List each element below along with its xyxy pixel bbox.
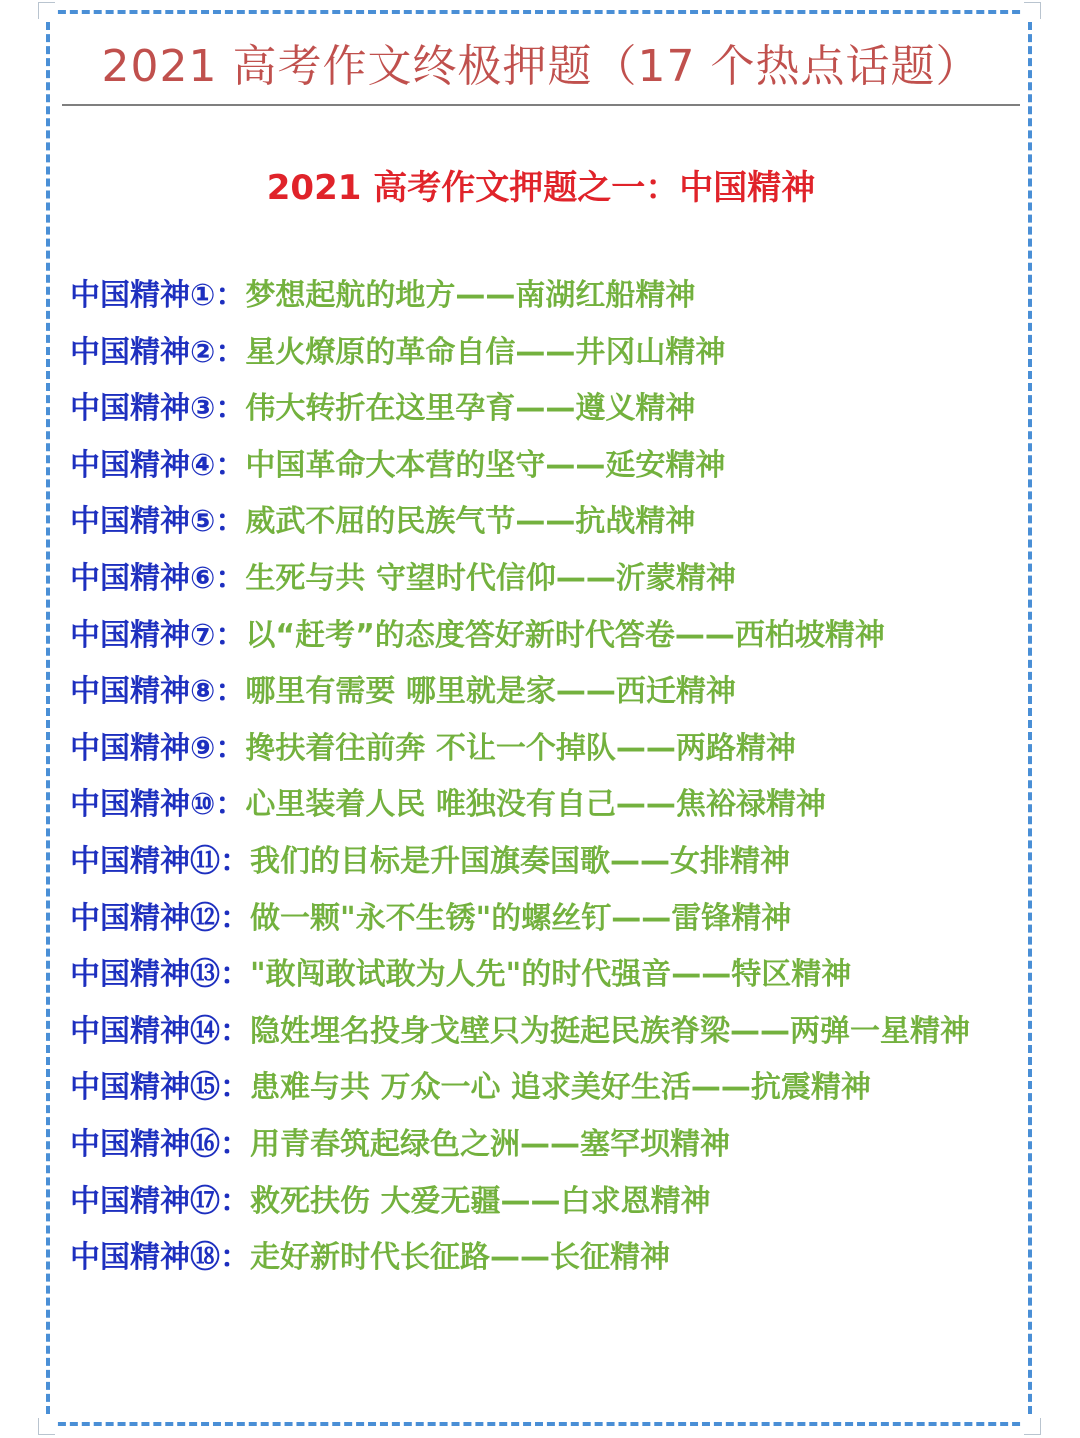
corner-mark-top-left bbox=[38, 2, 55, 19]
item-label: 中国精神⑦： bbox=[70, 617, 246, 653]
item-label: 中国精神⑬： bbox=[70, 957, 250, 993]
item-text: 我们的目标是升国旗奏国歌——女排精神 bbox=[250, 843, 790, 879]
item-label: 中国精神⑪： bbox=[70, 843, 250, 879]
item-label: 中国精神⑤： bbox=[70, 504, 246, 540]
item-text: 生死与共 守望时代信仰——沂蒙精神 bbox=[245, 560, 736, 596]
list-item bbox=[70, 947, 1016, 1004]
item-text: 用青春筑起绿色之洲——塞罕坝精神 bbox=[250, 1126, 730, 1162]
item-label: 中国精神④： bbox=[70, 447, 246, 483]
list-item bbox=[70, 381, 1016, 438]
list-item bbox=[70, 1004, 1016, 1061]
item-text: 以“赶考”的态度答好新时代答卷——西柏坡精神 bbox=[245, 617, 885, 653]
item-text: 威武不屈的民族气节——抗战精神 bbox=[245, 504, 696, 540]
item-text: 患难与共 万众一心 追求美好生活——抗震精神 bbox=[250, 1070, 871, 1106]
item-text: 中国革命大本营的坚守——延安精神 bbox=[245, 447, 726, 483]
list-item bbox=[70, 608, 1016, 665]
item-label: 中国精神⑧： bbox=[70, 674, 246, 710]
item-label: 中国精神⑩： bbox=[70, 787, 246, 823]
item-text: 梦想起航的地方——南湖红船精神 bbox=[245, 278, 696, 313]
item-text: 隐姓埋名投身戈壁只为挺起民族脊梁——两弹一星精神 bbox=[250, 1013, 970, 1049]
list-item bbox=[70, 325, 1016, 382]
list-item bbox=[70, 721, 1016, 778]
item-label: 中国精神⑱： bbox=[70, 1240, 250, 1276]
item-label: 中国精神⑥： bbox=[70, 560, 246, 596]
list-item bbox=[70, 1230, 1016, 1287]
corner-mark-bottom-right bbox=[1024, 1418, 1041, 1435]
item-label: 中国精神⑰： bbox=[70, 1183, 250, 1219]
topic-list bbox=[70, 268, 1016, 1287]
list-item bbox=[70, 1060, 1016, 1117]
list-item bbox=[70, 777, 1016, 834]
page-title: 2021 高考作文终极押题（17 个热点话题） bbox=[101, 41, 981, 92]
list-item bbox=[70, 664, 1016, 721]
list-item bbox=[70, 1174, 1016, 1231]
item-text: 星火燎原的革命自信——井冈山精神 bbox=[245, 334, 726, 370]
item-text: 伟大转折在这里孕育——遵义精神 bbox=[245, 391, 696, 427]
item-text: 走好新时代长征路——长征精神 bbox=[250, 1240, 670, 1276]
item-label: 中国精神②： bbox=[70, 334, 246, 370]
item-text: "敢闯敢试敢为人先"的时代强音——特区精神 bbox=[250, 957, 852, 993]
item-label: 中国精神①： bbox=[70, 278, 246, 313]
corner-mark-top-right bbox=[1024, 2, 1041, 19]
list-item bbox=[70, 1117, 1016, 1174]
list-item bbox=[70, 268, 1016, 325]
item-label: 中国精神⑯： bbox=[70, 1126, 250, 1162]
list-item bbox=[70, 551, 1016, 608]
item-label: 中国精神⑨： bbox=[70, 730, 246, 766]
item-text: 救死扶伤 大爱无疆——白求恩精神 bbox=[250, 1183, 711, 1219]
list-item bbox=[70, 494, 1016, 551]
item-label: 中国精神⑭： bbox=[70, 1013, 250, 1049]
list-item bbox=[70, 834, 1016, 891]
list-item bbox=[70, 891, 1016, 948]
item-text: 搀扶着往前奔 不让一个掉队——两路精神 bbox=[245, 730, 796, 766]
list-item bbox=[70, 438, 1016, 495]
title-divider bbox=[62, 104, 1020, 106]
item-label: 中国精神③： bbox=[70, 391, 246, 427]
item-text: 哪里有需要 哪里就是家——西迁精神 bbox=[245, 674, 736, 710]
corner-mark-bottom-left bbox=[38, 1418, 55, 1435]
section-subtitle: 2021 高考作文押题之一：中国精神 bbox=[266, 168, 816, 208]
item-text: 做一颗"永不生锈"的螺丝钉——雷锋精神 bbox=[250, 900, 792, 936]
item-label: 中国精神⑫： bbox=[70, 900, 250, 936]
item-label: 中国精神⑮： bbox=[70, 1070, 250, 1106]
item-text: 心里装着人民 唯独没有自己——焦裕禄精神 bbox=[245, 787, 826, 823]
